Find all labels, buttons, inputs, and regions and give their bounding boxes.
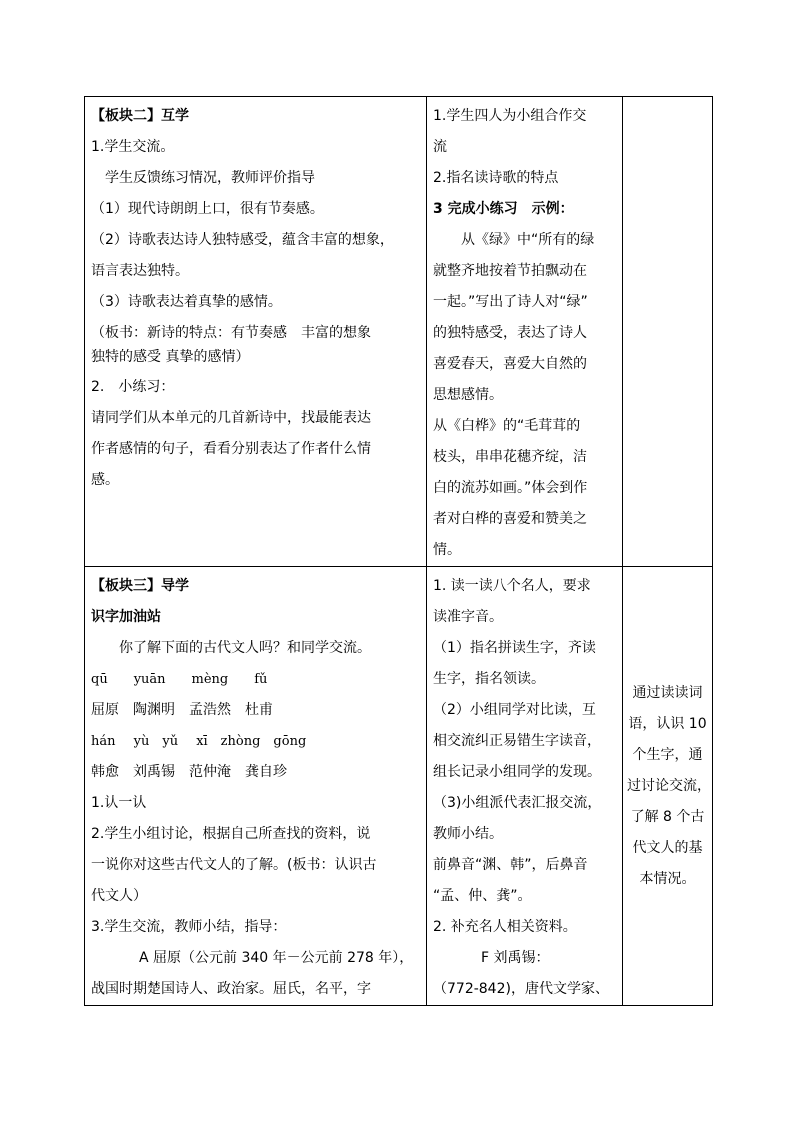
text-line: （1）指名拼读生字，齐读: [433, 640, 596, 656]
text-line: 从《绿》中“所有的绿: [461, 232, 595, 248]
text-line: （3)小组派代表汇报交流，: [433, 795, 602, 811]
table-row-block-three: [85, 567, 713, 1006]
text-line: 的独特感受，表达了诗人: [433, 325, 587, 341]
table-row-block-two: [85, 97, 713, 567]
design-intent-cell: [623, 97, 713, 567]
text-line: 1.学生四人为小组合作交: [433, 108, 587, 124]
section-heading: 【板块三】导学: [91, 578, 189, 594]
text-line: 学生反馈练习情况，教师评价指导: [105, 170, 315, 186]
names-line: 屈原 陶渊明 孟浩然 杜甫: [91, 702, 273, 718]
design-intent-cell: [623, 567, 713, 1006]
text-line: 了解 8 个古: [630, 808, 705, 825]
subsection-heading: 识字加油站: [91, 609, 161, 625]
text-line: “孟、仲、龚”。: [433, 888, 532, 904]
text-line: 一起。”写出了诗人对“绿”: [433, 294, 588, 310]
text-line: 教师小结。: [433, 826, 503, 842]
text-line: 流: [433, 139, 447, 155]
text-line: 1. 读一读八个名人，要求: [433, 578, 591, 594]
text-line: （2）小组同学对比读，互: [433, 702, 596, 718]
text-line: 组长记录小组同学的发现。: [433, 764, 601, 780]
student-activity-cell: [427, 567, 623, 1006]
teaching-content-cell: [85, 567, 427, 1006]
text-line: 个生字，通: [632, 746, 703, 763]
text-line: 生字，指名领读。: [433, 671, 545, 687]
names-line: 韩愈 刘禹锡 范仲淹 龚自珍: [91, 764, 287, 780]
pinyin-line: hán yù yǔ xī zhòng gōng: [91, 734, 307, 749]
text-line: 代文人的基: [632, 839, 703, 856]
text-line: A 屈原（公元前 340 年－公元前 278 年），: [139, 950, 414, 966]
text-line: （772-842)，唐代文学家、: [433, 981, 609, 997]
text-line: 情。: [433, 542, 461, 558]
text-line: 本情况。: [639, 870, 696, 887]
text-line: 2.学生小组讨论，根据自己所查找的资料，说: [91, 826, 371, 842]
text-line: 通过读读词: [632, 684, 703, 701]
text-line: 思想感情。: [433, 387, 503, 403]
text-line: 3.学生交流，教师小结，指导：: [91, 919, 287, 935]
teaching-content-cell: [85, 97, 427, 567]
text-line: （板书：新诗的特点：有节奏感 丰富的想象: [91, 325, 371, 341]
text-line: 语言表达独特。: [91, 263, 189, 279]
text-line: （3）诗歌表达着真挚的感情。: [91, 294, 282, 310]
text-line: 者对白桦的喜爱和赞美之: [433, 511, 587, 527]
text-line: 感。: [91, 472, 119, 488]
text-line: 读准字音。: [433, 609, 503, 625]
text-line: 你了解下面的古代文人吗？和同学交流。: [119, 640, 371, 656]
text-line: F 刘禹锡：: [481, 950, 550, 966]
text-line: 前鼻音“渊、韩”，后鼻音: [433, 857, 588, 873]
text-line: 喜爱春天，喜爱大自然的: [433, 356, 587, 372]
text-line: 一说你对这些古代文人的了解。(板书：认识古: [91, 857, 377, 873]
text-line: 枝头，串串花穗齐绽，洁: [433, 449, 587, 465]
text-line: 相交流纠正易错生字读音，: [433, 733, 601, 749]
text-line: 语，认识 10: [628, 715, 707, 732]
section-heading: 【板块二】互学: [91, 108, 189, 124]
text-line: 2.指名读诗歌的特点: [433, 170, 559, 186]
pinyin-line: qū yuān mèng fǔ: [91, 672, 268, 687]
text-line: 请同学们从本单元的几首新诗中，找最能表达: [91, 410, 371, 426]
text-line: 1.认一认: [91, 795, 147, 811]
student-activity-cell: [427, 97, 623, 567]
text-line: （1）现代诗朗朗上口，很有节奏感。: [91, 201, 324, 217]
text-line: 1.学生交流。: [91, 139, 175, 155]
text-line: 独特的感受 真挚的感情）: [91, 349, 250, 365]
text-line: 就整齐地按着节拍飘动在: [433, 263, 587, 279]
text-line: （2）诗歌表达诗人独特感受，蕴含丰富的想象，: [91, 232, 394, 248]
text-line: 白的流苏如画。”体会到作: [433, 480, 588, 496]
text-line: 代文人）: [91, 888, 147, 904]
text-line: 从《白桦》的“毛茸茸的: [433, 418, 581, 434]
text-line: 战国时期楚国诗人、政治家。屈氏，名平，字: [91, 981, 371, 997]
text-line: 3 完成小练习 示例：: [433, 201, 574, 217]
lesson-plan-table: [84, 96, 713, 1006]
text-line: 2. 小练习：: [91, 379, 175, 395]
text-line: 过讨论交流，: [627, 777, 711, 794]
text-line: 作者感情的句子，看看分别表达了作者什么情: [91, 441, 371, 457]
text-line: 2. 补充名人相关资料。: [433, 919, 577, 935]
